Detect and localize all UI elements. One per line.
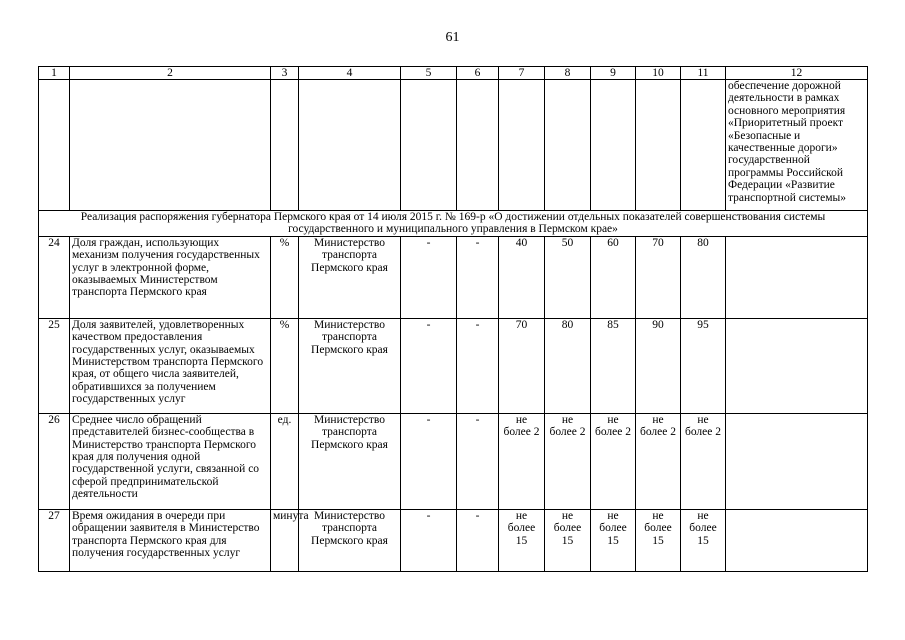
column-number: 1 — [39, 67, 70, 80]
responsible-cell: Министерство транспорта Пермского края — [299, 236, 401, 318]
value-cell: не более 15 — [499, 509, 545, 571]
value-cell: не более 2 — [636, 413, 681, 509]
indicator-name: Доля заявителей, удовлетворенных качеством предоставления государственных услуг, оказываемых Министерством транспорта Пермского края, от общего числа заявителей, обратившихся за получением государственных услуг — [70, 318, 271, 413]
value-cell: не более 15 — [591, 509, 636, 571]
value-cell: - — [401, 236, 457, 318]
indicator-name: Доля граждан, использующих механизм получения государственных услуг в электронной форме, оказываемых Министерством транспорта Пермского края — [70, 236, 271, 318]
row-number: 27 — [39, 509, 70, 571]
row-number: 26 — [39, 413, 70, 509]
section-heading-row — [39, 211, 868, 237]
responsible-cell: Министерство транспорта Пермского края — [299, 509, 401, 571]
column-number: 12 — [726, 67, 868, 80]
value-cell: 50 — [545, 236, 591, 318]
value-cell: - — [457, 413, 499, 509]
value-cell: 60 — [591, 236, 636, 318]
value-cell: - — [401, 413, 457, 509]
note-cell — [726, 236, 868, 318]
value-cell: 80 — [545, 318, 591, 413]
column-number: 10 — [636, 67, 681, 80]
value-cell: - — [457, 236, 499, 318]
table-row — [39, 318, 868, 413]
unit-cell: % — [271, 236, 299, 318]
column-number: 7 — [499, 67, 545, 80]
value-cell: 70 — [499, 318, 545, 413]
column-number: 3 — [271, 67, 299, 80]
row-number: 25 — [39, 318, 70, 413]
section-heading: Реализация распоряжения губернатора Пермского края от 14 июля 2015 г. № 169-р «О достижении отдельных показателей совершенствования системы государственного и муниципального управления в Пермском крае» — [39, 211, 868, 237]
note-cell — [726, 413, 868, 509]
unit-cell: % — [271, 318, 299, 413]
note-cell — [726, 318, 868, 413]
value-cell: 70 — [636, 236, 681, 318]
table-row — [39, 236, 868, 318]
unit-cell: минута — [271, 509, 299, 571]
value-cell: - — [401, 318, 457, 413]
note-cell — [726, 509, 868, 571]
value-cell: 40 — [499, 236, 545, 318]
row-number: 24 — [39, 236, 70, 318]
value-cell: не более 2 — [681, 413, 726, 509]
page-number: 61 — [445, 30, 460, 45]
indicators-table — [38, 66, 868, 572]
value-cell: - — [457, 509, 499, 571]
indicator-name: Среднее число обращений представителей бизнес-сообщества в Министерство транспорта Пермского края для получения одной государственной услуги, связанной со сферой предпринимательской деятельности — [70, 413, 271, 509]
value-cell: 85 — [591, 318, 636, 413]
value-cell: не более 15 — [545, 509, 591, 571]
continuation-text: обеспечение дорожной деятельности в рамках основного мероприятия «Приоритетный проект «Безопасные и качественные дороги» государственной программы Российской Федерации «Развитие транспортной системы» — [726, 80, 868, 211]
column-number: 8 — [545, 67, 591, 80]
value-cell: 95 — [681, 318, 726, 413]
column-number-row — [39, 67, 868, 80]
column-number: 2 — [70, 67, 271, 80]
column-number: 4 — [299, 67, 401, 80]
table-row — [39, 509, 868, 571]
responsible-cell: Министерство транспорта Пермского края — [299, 413, 401, 509]
unit-cell: ед. — [271, 413, 299, 509]
responsible-cell: Министерство транспорта Пермского края — [299, 318, 401, 413]
column-number: 5 — [401, 67, 457, 80]
indicator-name: Время ожидания в очереди при обращении заявителя в Министерство транспорта Пермского края для получения государственных услуг — [70, 509, 271, 571]
value-cell: не более 2 — [545, 413, 591, 509]
value-cell: 80 — [681, 236, 726, 318]
continuation-row — [39, 80, 868, 211]
column-number: 6 — [457, 67, 499, 80]
value-cell: - — [457, 318, 499, 413]
column-number: 11 — [681, 67, 726, 80]
value-cell: не более 2 — [499, 413, 545, 509]
value-cell: не более 2 — [591, 413, 636, 509]
value-cell: не более 15 — [681, 509, 726, 571]
value-cell: - — [401, 509, 457, 571]
value-cell: 90 — [636, 318, 681, 413]
column-number: 9 — [591, 67, 636, 80]
table-row — [39, 413, 868, 509]
value-cell: не более 15 — [636, 509, 681, 571]
